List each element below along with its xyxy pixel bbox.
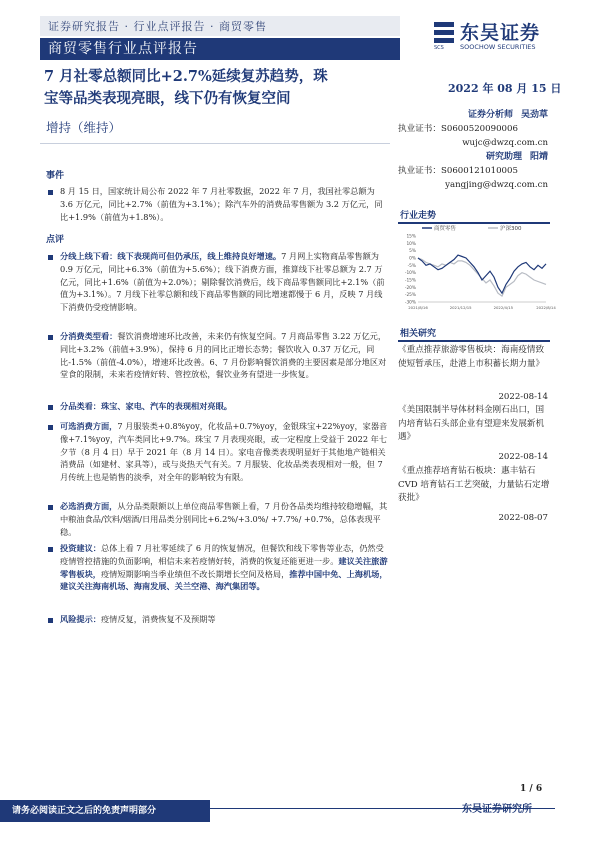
bullet-icon	[48, 547, 53, 552]
related-date-3: 2022-08-07	[498, 513, 548, 523]
point-7-body: 疫情反复，消费恢复不及预期等	[100, 614, 216, 624]
analyst-2-header	[398, 150, 548, 164]
event-text: 8 月 15 日，国家统计局公布 2022 年 7 月社零数据，2022 年 7 月，我国社零总额为 3.6 万亿元，同比+2.7%（前值为+3.1%）；除汽车外的消费品零售额为 3.2 万亿元，同比+1.9%（前值为+1.8%）。	[60, 186, 383, 222]
point-2-head: 分消费类型看：	[60, 331, 118, 341]
related-item-3[interactable]: 《重点推荐培育钻石板块：惠丰钻石 CVD 培育钻石工艺突破，力量钻石定增获批》	[398, 466, 550, 503]
y-tick-label: -10%	[404, 271, 416, 277]
analyst-1-role: 证券分析师	[467, 110, 513, 120]
point-1-body: 7 月网上实物商品零售额为 0.9 万亿元，同比+6.3%（前值为+5.6%）；线下消费方面，推算线下社零总额为 2.7 万亿元，同比+1.6%（前值为+2.0%）；剔除餐饮消费后，线下商品零售额同比+2.1%（前值为+3.1%）。7 月线下社零总额和线下商品零售额的同比增速都慢于 6 月，反映 7 月线下消费仍受疫情影响。	[60, 251, 385, 313]
page-number: 1 / 6	[520, 784, 543, 794]
footer-firm: 东吴证券研究所	[462, 804, 532, 815]
analyst-1-name: 吴劲草	[520, 110, 548, 120]
y-tick-label: -5%	[407, 263, 416, 269]
title-line-1: 7 月社零总额同比+2.7%延续复苏趋势，珠	[44, 68, 328, 85]
point-1-head: 分线上线下看：线下表现尚可但仍承压，线上维持良好增速。	[60, 251, 282, 261]
analyst-1-cert: 执业证书：S0600520090006	[398, 124, 518, 134]
analyst-2-role: 研究助理	[485, 152, 522, 162]
point-risk	[60, 613, 388, 626]
point-6-body-b: 疫情短期影响当季业绩但不改长期增长空间及格局，	[100, 568, 290, 579]
report-type: 商贸零售行业点评报告	[48, 41, 198, 57]
point-consumption-type	[60, 330, 388, 381]
legend-label-retail: 商贸零售	[434, 226, 457, 232]
bullet-icon	[48, 335, 53, 340]
points-label: 点评	[46, 235, 65, 245]
report-type-banner	[40, 38, 400, 60]
y-tick-label: -20%	[404, 285, 416, 291]
related-item-2[interactable]: 《美国限制半导体材料金刚石出口，国内培育钻石头部企业有望迎来发展新机遇》	[398, 405, 545, 442]
brand-name-cn: 东吴证券	[460, 22, 541, 44]
point-investment	[60, 542, 388, 593]
bullet-icon	[48, 255, 53, 260]
svg-text:SCS: SCS	[434, 45, 444, 51]
breadcrumb: 证券研究报告 · 行业点评报告 · 商贸零售	[48, 20, 267, 33]
y-tick-label: 5%	[409, 249, 416, 255]
industry-trend-chart	[398, 222, 556, 316]
legend-label-csi300: 沪深300	[500, 226, 522, 232]
point-optional	[60, 420, 388, 484]
x-tick-label: 2022/4/15	[493, 305, 514, 310]
y-tick-label: -30%	[404, 300, 416, 306]
x-tick-label: 2022/8/14	[536, 305, 556, 310]
related-item-1[interactable]: 《重点推荐旅游零售板块：海南疫情致使短暂承压，赴港上市积蓄长期力量》	[398, 345, 545, 369]
disclaimer-banner	[0, 800, 210, 822]
analyst-1-header	[398, 108, 548, 122]
rating: 增持（维持）	[46, 120, 122, 135]
point-6-head: 投资建议：	[60, 543, 101, 553]
point-4-head: 可选消费方面，	[60, 421, 118, 431]
brand-name-en: SOOCHOW SECURITIES	[460, 43, 536, 51]
bullet-icon	[48, 618, 53, 623]
bullet-icon	[48, 505, 53, 510]
point-7-head: 风险提示：	[60, 614, 101, 624]
point-6-body-a: 总体上看 7 月社零延续了 6 月的恢复情况，但餐饮和线下零售等业态，仍然受疫情管控措施的负面影响，相信未来若疫情好转，消费的恢复还能更进一步。	[60, 543, 384, 566]
report-date: 2022 年 08 月 15 日	[448, 82, 562, 95]
point-category	[60, 400, 388, 413]
point-5-head: 必选消费方面，	[60, 501, 118, 511]
related-divider	[398, 340, 550, 342]
analyst-2-name: 阳靖	[529, 152, 548, 162]
logo-mark-icon	[432, 20, 456, 50]
analyst-block	[398, 108, 548, 192]
point-essential	[60, 500, 388, 538]
disclaimer-text: 请务必阅读正文之后的免责声明部分	[12, 806, 157, 816]
y-tick-label: 0%	[409, 256, 416, 262]
related-date-1: 2022-08-14	[498, 392, 548, 402]
point-6-highlight-1: 建议关注旅游零售板块，	[60, 555, 388, 579]
divider	[40, 143, 390, 144]
point-3-head: 分品类看：珠宝、家电、汽车的表现相对亮眼。	[60, 401, 232, 411]
related-label: 相关研究	[400, 329, 437, 339]
bullet-icon	[48, 190, 53, 195]
title-line-2: 宝等品类表现亮眼，线下仍有恢复空间	[44, 90, 291, 107]
point-online-offline	[60, 250, 388, 314]
y-tick-label: -25%	[404, 293, 416, 299]
related-date-2: 2022-08-14	[498, 452, 548, 462]
y-tick-label: 10%	[406, 241, 416, 247]
bullet-icon	[48, 425, 53, 430]
analyst-2-cert: 执业证书：S0600121010005	[398, 166, 518, 176]
trend-label: 行业走势	[400, 211, 437, 221]
point-4-body: 7 月服装类+0.8%yoy，化妆品+0.7%yoy，金银珠宝+22%yoy，家器音像+7.1%yoy，汽车类同比+9.7%。珠宝 7 月表现亮眼，或一定程度上受益于 2022 年七夕节（8 月 4 日）早于 2021 年（8 月 14 日）。家电音像类表现明显好于其他地产链相关消费品（如建材、家具等），或与炎热天气有关。7 月服装、化妆品类表现相对一般，但 7 月传统上也是销售的淡季，对全年的影响较为有限。	[60, 421, 388, 483]
report-title	[44, 66, 404, 110]
analyst-1-email[interactable]: wujc@dwzq.com.cn	[462, 138, 548, 148]
x-tick-label: 2021/12/15	[449, 305, 472, 310]
point-5-body: 从分品类限额以上单位商品零售额上看，7 月份各品类均维持较稳增幅，其中粮油食品/饮料/烟酒/日用品类分别同比+6.2%/+3.0%/ +7.7%/ +0.7%，总体表现平稳。	[60, 501, 388, 537]
y-tick-label: 15%	[406, 234, 416, 240]
point-6-highlight-2: 推荐中国中免、上海机场，建议关注海南机场、海南发展、关兰空港、海汽集团等。	[60, 568, 388, 592]
analyst-2-email[interactable]: yangjing@dwzq.com.cn	[445, 180, 548, 190]
point-2-body: 餐饮消费增速环比改善，未来仍有恢复空间。7 月商品零售 3.22 万亿元，同比+3.2%（前值+3.9%），保持 6 月的同比正增长态势；餐饮收入 0.37 万亿元，同比-1.5%（前值-4.0%），增速环比改善。6、7 月份影响餐饮消费的主要因素是部分地区对堂食的限制，未来若疫情好转、管控放松，餐饮业务有望进一步恢复。	[60, 331, 387, 380]
bullet-icon	[48, 405, 53, 410]
y-tick-label: -15%	[404, 278, 416, 284]
event-label: 事件	[46, 171, 65, 181]
brand-logo	[432, 18, 572, 58]
x-tick-label: 2021/8/16	[408, 305, 428, 310]
